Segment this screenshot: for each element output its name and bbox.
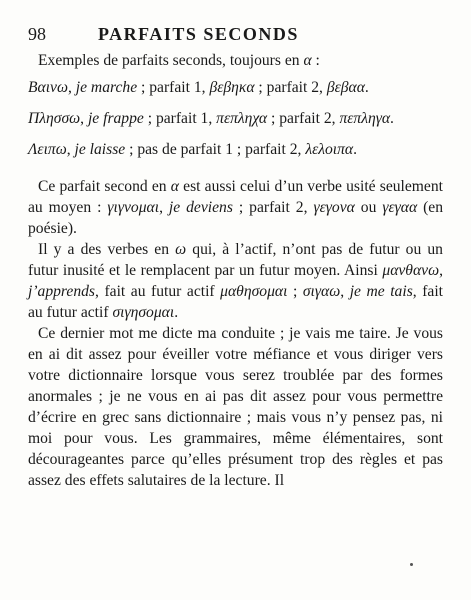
text-fragment: . — [390, 110, 394, 127]
text-fragment: ; parfait 2, — [267, 110, 340, 127]
ink-speck — [410, 563, 413, 566]
greek-word: γιγνομαι — [107, 199, 160, 216]
french-translation: je deviens — [168, 199, 233, 216]
greek-word: Βαινω — [28, 79, 68, 96]
paragraph — [28, 323, 443, 491]
text-fragment: est aussi celui d’un verbe usité seulement au moyen : — [28, 178, 443, 216]
greek-word: α — [303, 52, 312, 69]
french-translation: je marche — [75, 79, 138, 96]
running-title: PARFAITS SECONDS — [98, 24, 299, 44]
examples-intro — [28, 50, 443, 71]
greek-word: α — [170, 178, 179, 195]
greek-word: Πλησσω — [28, 110, 81, 127]
text-fragment: ; — [287, 283, 303, 300]
intro-colon: : — [311, 52, 320, 69]
french-translation: je frappe — [87, 110, 144, 127]
text-fragment: , fait au futur actif — [95, 283, 221, 300]
greek-word: βεβηκα — [209, 79, 255, 96]
text-fragment: , — [340, 283, 350, 300]
greek-word: Λειπω — [28, 141, 67, 158]
text-fragment: , fait au futur actif — [28, 283, 443, 321]
text-fragment: , — [66, 141, 75, 158]
example-line — [28, 139, 443, 160]
french-translation: je laisse — [74, 141, 126, 158]
paragraph — [28, 239, 443, 323]
paragraph — [28, 176, 443, 239]
french-translation: je me tais — [349, 283, 413, 300]
text-fragment: , — [80, 110, 88, 127]
example-line — [28, 108, 443, 129]
text-fragment: . — [353, 141, 358, 158]
text-fragment: (en poésie). — [28, 199, 444, 237]
greek-word: γεγονα — [313, 199, 355, 216]
text-fragment: Il y a des verbes en — [38, 241, 176, 258]
text-fragment: . — [174, 304, 179, 321]
page-number: 98 — [28, 24, 46, 44]
text-fragment: ou — [354, 199, 383, 216]
greek-word: πεπληγα — [339, 110, 391, 127]
intro-text: Exemples de parfaits seconds, toujours en — [38, 52, 304, 69]
text-fragment: ; parfait 2, — [232, 199, 314, 216]
greek-word: σιγαω — [302, 283, 341, 300]
greek-word: ω — [175, 241, 187, 258]
text-fragment: Ce dernier mot me dicte ma conduite ; je vais me taire. Je vous en ai dit assez pour éveiller votre méfiance et vous diriger vers votre dictionnaire lorsque vous serez troublée par des formes anormales ; je ne vous en ai pas dit assez pour vous permettre d’écrire en grec sans dictionnaire ; mais vous n’y pensez pas, ni moi pour vous. Les grammaires, même élémentaires, sont décourageantes parce qu’elles présument trop des règles et pas assez des effets salutaires de la lecture. Il — [28, 325, 443, 489]
page-header — [28, 24, 443, 50]
greek-word: σιγησομαι — [112, 304, 175, 321]
greek-word: πεπληχα — [216, 110, 268, 127]
greek-word: βεβαα — [326, 79, 365, 96]
text-fragment: ; parfait 2, — [254, 79, 327, 96]
greek-word: λελοιπα — [305, 141, 354, 158]
text-fragment: ; pas de parfait 1 ; parfait 2, — [125, 141, 306, 158]
text-fragment: ; parfait 1, — [143, 110, 217, 127]
french-translation: j’apprends — [28, 283, 95, 300]
example-line — [28, 77, 443, 98]
greek-word: γεγαα — [382, 199, 418, 216]
text-fragment: qui, à l’actif, n’ont pas de futur ou un futur inusité et le remplacent par un futur moyen. Ainsi — [28, 241, 443, 279]
greek-word: μανθανω — [382, 262, 440, 279]
text-fragment: . — [364, 79, 369, 96]
text-fragment: Ce parfait second en — [38, 178, 171, 195]
body-text — [28, 50, 443, 491]
greek-word: μαθησομαι — [220, 283, 288, 300]
text-fragment: , — [439, 262, 443, 279]
text-fragment: ; parfait 1, — [137, 79, 210, 96]
text-fragment: , — [67, 79, 76, 96]
text-fragment: , — [159, 199, 169, 216]
